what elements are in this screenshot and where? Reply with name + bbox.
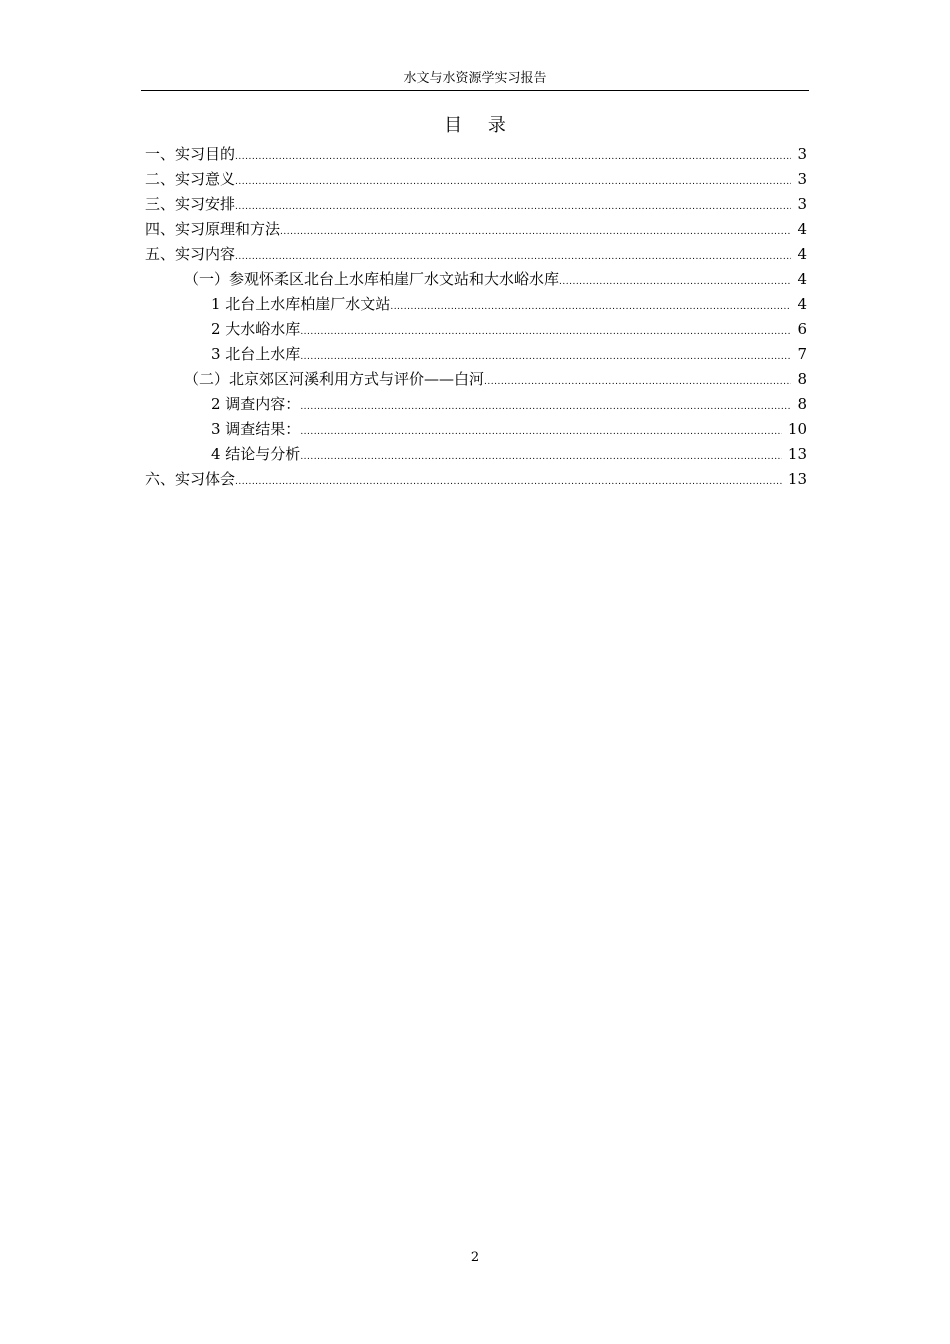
toc-entry[interactable] <box>145 242 809 267</box>
toc-entry-page: 4 <box>797 295 807 313</box>
toc-entry-label: （二）北京郊区河溪利用方式与评价——白河 <box>184 370 485 388</box>
toc-entry-page: 3 <box>797 170 807 188</box>
dot-leader <box>235 170 791 195</box>
toc-entry[interactable] <box>145 142 809 167</box>
dot-leader <box>484 370 791 395</box>
toc-entry-label: 3 北台上水库 <box>211 345 301 363</box>
toc-entry-page: 8 <box>797 395 807 413</box>
table-of-contents <box>145 142 809 492</box>
dot-leader <box>280 220 791 245</box>
dot-leader <box>300 445 782 470</box>
toc-entry-label: 2 调查内容： <box>211 395 301 413</box>
dot-leader <box>559 270 791 295</box>
toc-entry-page: 13 <box>787 445 807 463</box>
toc-entry-page: 4 <box>797 270 807 288</box>
toc-entry-label: 六、实习体会 <box>145 470 236 488</box>
toc-entry-label: 一、实习目的 <box>145 145 236 163</box>
toc-entry-page: 3 <box>797 145 807 163</box>
toc-entry[interactable] <box>145 392 809 417</box>
toc-entry[interactable] <box>145 317 809 342</box>
toc-title: 目 录 <box>444 115 516 136</box>
toc-entry[interactable] <box>145 167 809 192</box>
toc-entry[interactable] <box>145 292 809 317</box>
toc-entry-page: 7 <box>797 345 807 363</box>
toc-entry-label: 三、实习安排 <box>145 195 236 213</box>
toc-entry-page: 4 <box>797 220 807 238</box>
toc-entry-page: 4 <box>797 245 807 263</box>
toc-entry[interactable] <box>145 342 809 367</box>
page-header <box>141 70 809 91</box>
toc-entry-label: 四、实习原理和方法 <box>145 220 281 238</box>
toc-entry[interactable] <box>145 417 809 442</box>
toc-entry[interactable] <box>145 192 809 217</box>
dot-leader <box>235 470 782 495</box>
toc-entry-label: 4 结论与分析 <box>211 445 301 463</box>
dot-leader <box>300 320 791 345</box>
dot-leader <box>300 395 791 420</box>
toc-entry-label: 1 北台上水库柏崖厂水文站 <box>211 295 391 313</box>
toc-entry-label: 3 调查结果： <box>211 420 301 438</box>
page-number: 2 <box>470 1250 480 1265</box>
dot-leader <box>300 420 782 445</box>
toc-entry-label: 2 大水峪水库 <box>211 320 301 338</box>
toc-entry-label: 五、实习内容 <box>145 245 236 263</box>
toc-entry[interactable] <box>145 217 809 242</box>
toc-entry-label: 二、实习意义 <box>145 170 236 188</box>
dot-leader <box>235 195 791 220</box>
toc-entry[interactable] <box>145 267 809 292</box>
toc-entry[interactable] <box>145 367 809 392</box>
toc-entry-page: 13 <box>787 470 807 488</box>
toc-entry-page: 3 <box>797 195 807 213</box>
toc-entry[interactable] <box>145 442 809 467</box>
toc-entry-page: 10 <box>787 420 807 438</box>
header-title: 水文与水资源学实习报告 <box>403 71 547 86</box>
toc-entry-page: 6 <box>797 320 807 338</box>
dot-leader <box>390 295 791 320</box>
toc-entry-label: （一）参观怀柔区北台上水库柏崖厂水文站和大水峪水库 <box>184 270 560 288</box>
toc-entry-page: 8 <box>797 370 807 388</box>
dot-leader <box>235 145 791 170</box>
toc-entry[interactable] <box>145 467 809 492</box>
